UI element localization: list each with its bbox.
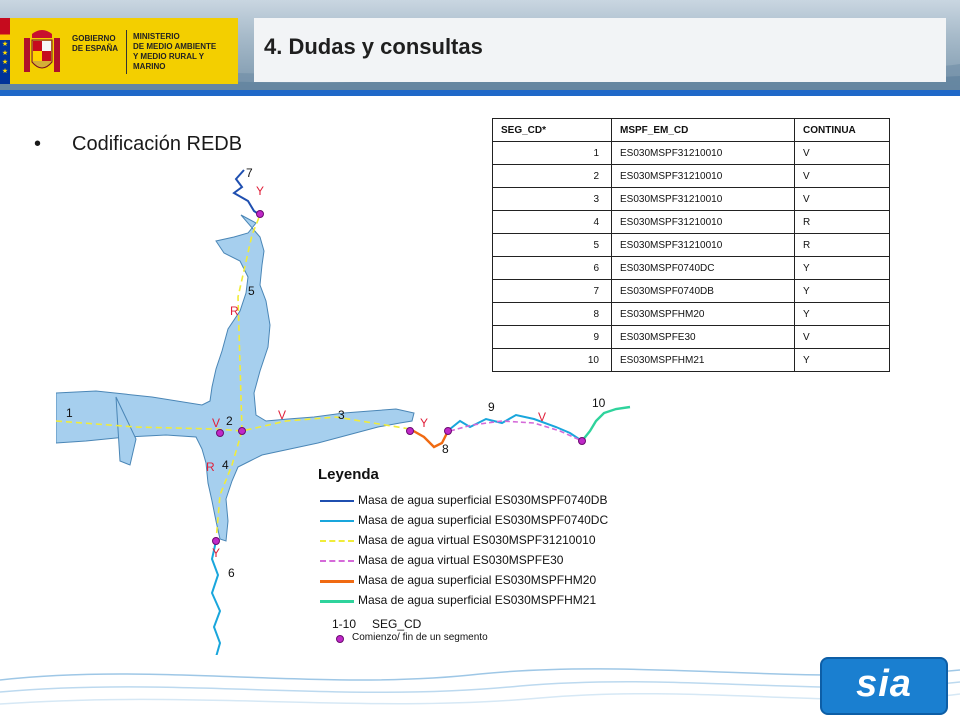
title-box <box>254 18 946 82</box>
cell-continua: Y <box>795 257 890 280</box>
footer-wave <box>0 652 960 720</box>
river-seg-10 <box>582 407 630 441</box>
legend-item-31210010 <box>316 531 646 551</box>
cont-label-r-upper: R <box>230 304 239 318</box>
legend-item-e30 <box>316 551 646 571</box>
seg-label-6: 6 <box>228 566 235 580</box>
segment-point <box>445 428 452 435</box>
table-header-row <box>493 119 890 142</box>
col-header-mspf-em-cd: MSPF_EM_CD <box>612 119 795 142</box>
legend-label: Masa de agua superficial ES030MSPFHM21 <box>358 593 597 607</box>
table-row <box>493 326 890 349</box>
cell-mspf-em-cd: ES030MSPFHM20 <box>612 303 795 326</box>
segment-point <box>239 428 246 435</box>
cell-mspf-em-cd: ES030MSPF31210010 <box>612 142 795 165</box>
legend-point-label: Comienzo/ fin de un segmento <box>352 632 488 643</box>
legend-point <box>334 631 646 647</box>
legend-item-0740db <box>316 491 646 511</box>
cell-continua: V <box>795 165 890 188</box>
table-row <box>493 303 890 326</box>
table-row <box>493 280 890 303</box>
segment-point <box>257 211 264 218</box>
cont-label-v-mid: V <box>278 408 287 422</box>
cell-mspf-em-cd: ES030MSPF31210010 <box>612 165 795 188</box>
table-row <box>493 234 890 257</box>
legend-swatch <box>320 500 354 502</box>
legend-item-hm20 <box>316 571 646 591</box>
cell-seg-cd: 8 <box>493 303 612 326</box>
seg-label-10: 10 <box>592 396 606 410</box>
cont-label-r-lower: R <box>206 460 215 474</box>
segment-point <box>213 538 220 545</box>
legend-label: Masa de agua superficial ES030MSPF0740DB <box>358 493 608 507</box>
cell-mspf-em-cd: ES030MSPFHM21 <box>612 349 795 372</box>
cell-continua: R <box>795 211 890 234</box>
bullet-text: Codificación REDB <box>72 133 243 155</box>
cell-seg-cd: 2 <box>493 165 612 188</box>
virtual-path-e30 <box>450 421 582 441</box>
point-marker-icon <box>336 635 344 643</box>
cell-seg-cd: 6 <box>493 257 612 280</box>
seg-label-8: 8 <box>442 442 449 456</box>
legend-item-0740dc <box>316 511 646 531</box>
table-row <box>493 257 890 280</box>
legend-swatch <box>320 540 354 542</box>
segment-point <box>217 430 224 437</box>
cont-label-y-right: Y <box>420 416 429 430</box>
ministerio-text <box>133 32 237 72</box>
sia-logo-text: sia <box>856 663 912 705</box>
ministerio-line-2: DE MEDIO AMBIENTE <box>133 42 217 51</box>
table-row <box>493 188 890 211</box>
cont-label-v-right: V <box>538 410 547 424</box>
gobierno-logo <box>0 18 238 84</box>
segment-point <box>579 438 586 445</box>
ministerio-line-3: Y MEDIO RURAL Y MARINO <box>133 52 204 71</box>
legend-seg-label: SEG_CD <box>372 617 422 631</box>
sia-logo <box>820 657 948 715</box>
cell-continua: V <box>795 142 890 165</box>
table-row <box>493 349 890 372</box>
legend-label: Masa de agua superficial ES030MSPFHM20 <box>358 573 597 587</box>
table-row <box>493 165 890 188</box>
header-blue-band <box>0 90 960 96</box>
seg-label-3: 3 <box>338 408 345 422</box>
cell-mspf-em-cd: ES030MSPF0740DB <box>612 280 795 303</box>
legend-swatch <box>320 580 354 583</box>
cell-mspf-em-cd: ES030MSPF31210010 <box>612 188 795 211</box>
gobierno-line-2: DE ESPAÑA <box>72 44 119 53</box>
seg-label-2: 2 <box>226 414 233 428</box>
col-header-seg-cd: SEG_CD* <box>493 119 612 142</box>
seg-label-5: 5 <box>248 284 255 298</box>
legend-seg-cd <box>332 617 646 631</box>
cell-seg-cd: 10 <box>493 349 612 372</box>
col-header-continua: CONTINUA <box>795 119 890 142</box>
cell-mspf-em-cd: ES030MSPF31210010 <box>612 211 795 234</box>
seg-label-7: 7 <box>246 166 253 180</box>
seg-label-4: 4 <box>222 458 229 472</box>
cell-seg-cd: 4 <box>493 211 612 234</box>
segment-point <box>407 428 414 435</box>
cell-continua: Y <box>795 303 890 326</box>
cell-continua: Y <box>795 349 890 372</box>
segment-table <box>492 118 890 372</box>
legend-title: Leyenda <box>318 466 379 483</box>
table-row <box>493 211 890 234</box>
page-title: 4. Dudas y consultas <box>264 34 483 59</box>
cell-seg-cd: 7 <box>493 280 612 303</box>
cell-mspf-em-cd: ES030MSPF0740DC <box>612 257 795 280</box>
cell-mspf-em-cd: ES030MSPF31210010 <box>612 234 795 257</box>
cont-label-y-bottom: Y <box>212 546 221 560</box>
cell-continua: V <box>795 188 890 211</box>
cell-continua: Y <box>795 280 890 303</box>
bullet-item <box>34 133 242 156</box>
cont-label-v-left: V <box>212 416 221 430</box>
eu-flag-icon: ★ ★ ★ ★ <box>0 40 10 84</box>
seg-label-9: 9 <box>488 400 495 414</box>
legend-swatch <box>320 560 354 562</box>
legend-label: Masa de agua superficial ES030MSPF0740DC <box>358 513 609 527</box>
ministerio-line-1: MINISTERIO <box>133 32 180 41</box>
cell-continua: R <box>795 234 890 257</box>
logo-divider <box>126 30 127 74</box>
table-row <box>493 142 890 165</box>
segment-table-wrap <box>492 118 890 372</box>
legend-seg-key: 1-10 <box>332 617 357 631</box>
gobierno-text <box>72 34 126 54</box>
map-legend <box>316 466 646 647</box>
cell-seg-cd: 1 <box>493 142 612 165</box>
cell-seg-cd: 5 <box>493 234 612 257</box>
coat-of-arms-icon <box>18 24 66 80</box>
legend-label: Masa de agua virtual ES030MSPFE30 <box>358 553 564 567</box>
cell-mspf-em-cd: ES030MSPFE30 <box>612 326 795 349</box>
legend-swatch <box>320 520 354 522</box>
cell-continua: V <box>795 326 890 349</box>
cont-label-y-top: Y <box>256 184 265 198</box>
legend-item-hm21 <box>316 591 646 611</box>
legend-swatch <box>320 600 354 603</box>
gobierno-line-1: GOBIERNO <box>72 34 116 43</box>
cell-seg-cd: 9 <box>493 326 612 349</box>
legend-label: Masa de agua virtual ES030MSPF31210010 <box>358 533 596 547</box>
seg-label-1: 1 <box>66 406 73 420</box>
bullet-dot: • <box>34 133 42 155</box>
river-seg-9 <box>450 415 582 441</box>
cell-seg-cd: 3 <box>493 188 612 211</box>
